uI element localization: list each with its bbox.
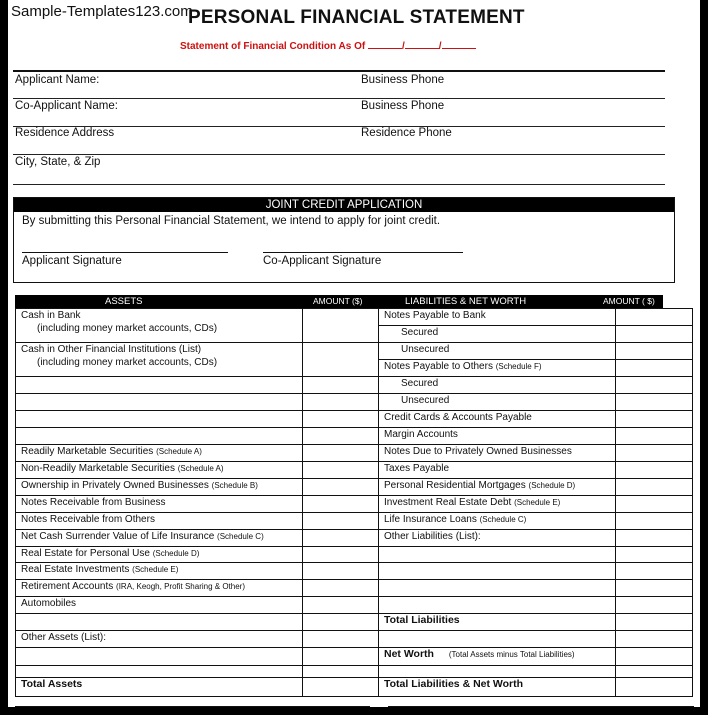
liability-label: Other Liabilities (List): — [384, 531, 481, 542]
liability-row — [379, 631, 693, 648]
asset-label-cell — [16, 580, 303, 597]
asset-label: Non-Readily Marketable Securities — [21, 463, 175, 474]
asset-amount-field[interactable] — [303, 479, 379, 496]
liability-label-cell — [379, 513, 616, 530]
asset-amount-field[interactable] — [303, 377, 379, 394]
liability-row — [379, 309, 693, 326]
statement-date-line — [180, 39, 476, 52]
liability-label-cell — [379, 648, 616, 666]
page-title: PERSONAL FINANCIAL STATEMENT — [188, 7, 525, 28]
liability-row — [379, 360, 693, 377]
asset-label-cell — [16, 309, 303, 343]
asset-row — [16, 445, 379, 462]
asset-row — [16, 377, 379, 394]
liability-label: Notes Due to Privately Owned Businesses — [384, 446, 572, 457]
liability-amount-field[interactable] — [616, 462, 693, 479]
liability-amount-field[interactable] — [616, 428, 693, 445]
asset-schedule-note: (Schedule A) — [156, 447, 202, 456]
asset-label: Automobiles — [21, 598, 77, 609]
asset-row — [16, 428, 379, 445]
liability-label: Secured — [401, 327, 439, 338]
statement-date-label: Statement of Financial Condition As Of — [180, 41, 366, 52]
asset-label-cell — [16, 563, 303, 580]
liability-amount-field[interactable] — [616, 678, 693, 697]
asset-schedule-note: (Schedule E) — [132, 565, 179, 574]
asset-label: Cash in Bank — [21, 310, 81, 321]
joint-credit-heading: JOINT CREDIT APPLICATION — [14, 198, 674, 212]
asset-amount-field[interactable] — [303, 597, 379, 614]
liability-label-cell — [379, 445, 616, 462]
residence-address-row[interactable] — [13, 126, 665, 154]
liability-row — [379, 580, 693, 597]
liability-row — [379, 462, 693, 479]
liability-row — [379, 678, 693, 697]
coapplicant-name-row[interactable] — [13, 98, 665, 126]
liability-schedule-note: (Total Assets minus Total Liabilities) — [448, 650, 575, 659]
liability-amount-field[interactable] — [616, 666, 693, 678]
asset-label-cell — [16, 547, 303, 563]
liability-amount-field[interactable] — [616, 614, 693, 631]
liability-label: Net Worth — [384, 648, 434, 660]
asset-sublabel: (including money market accounts, CDs) — [37, 323, 218, 334]
asset-row — [16, 343, 379, 377]
asset-label: Real Estate Investments — [21, 564, 130, 575]
asset-row — [16, 631, 379, 648]
liability-row — [379, 597, 693, 614]
liability-label: Credit Cards & Accounts Payable — [384, 412, 532, 423]
asset-amount-field[interactable] — [303, 666, 379, 678]
asset-label-cell — [16, 631, 303, 648]
coapplicant-signature-field[interactable] — [263, 252, 463, 253]
assets-header: ASSETS — [105, 296, 143, 307]
liability-row — [379, 326, 693, 343]
liability-label-cell — [379, 360, 616, 377]
city-state-zip-label: City, State, & Zip — [15, 156, 101, 168]
asset-label: Total Assets — [21, 678, 83, 690]
asset-amount-field[interactable] — [303, 678, 379, 697]
liability-label: Total Liabilities & Net Worth — [384, 678, 524, 690]
liability-label-cell — [379, 614, 616, 631]
liability-label-cell — [379, 597, 616, 614]
date-separator: / — [438, 41, 442, 52]
liability-amount-field[interactable] — [616, 479, 693, 496]
liability-amount-field[interactable] — [616, 343, 693, 360]
asset-amount-field[interactable] — [303, 462, 379, 479]
balance-sheet-header — [15, 295, 663, 308]
coapplicant-signature-label: Co-Applicant Signature — [263, 255, 382, 267]
liability-label-cell — [379, 428, 616, 445]
liability-row — [379, 377, 693, 394]
liability-row — [379, 394, 693, 411]
asset-amount-field[interactable] — [303, 530, 379, 547]
liability-label-cell — [379, 411, 616, 428]
asset-label: Notes Receivable from Business — [21, 497, 166, 508]
asset-label-cell — [16, 411, 303, 428]
liability-label: Unsecured — [401, 344, 450, 355]
liability-schedule-note: (Schedule F) — [495, 362, 542, 371]
asset-amount-field[interactable] — [303, 580, 379, 597]
asset-schedule-note: (Schedule D) — [152, 549, 200, 558]
liability-label: Taxes Payable — [384, 463, 450, 474]
footer-line — [15, 706, 370, 707]
liability-row — [379, 411, 693, 428]
liability-label: Margin Accounts — [384, 429, 458, 440]
liability-row — [379, 666, 693, 678]
liability-label-cell — [379, 377, 616, 394]
asset-amount-field[interactable] — [303, 547, 379, 563]
asset-amount-field[interactable] — [303, 648, 379, 666]
date-day-field[interactable] — [405, 39, 439, 49]
asset-label: Retirement Accounts — [21, 581, 114, 592]
liability-label-cell — [379, 580, 616, 597]
asset-label-cell — [16, 648, 303, 666]
liability-label-cell — [379, 394, 616, 411]
asset-row — [16, 648, 379, 666]
liability-label-cell — [379, 563, 616, 580]
liability-label-cell — [379, 530, 616, 547]
liability-amount-field[interactable] — [616, 377, 693, 394]
liability-schedule-note: (Schedule D) — [528, 481, 576, 490]
asset-label-cell — [16, 513, 303, 530]
liability-label-cell — [379, 479, 616, 496]
joint-credit-statement: By submitting this Personal Financial Statement, we intend to apply for joint credit. — [22, 215, 441, 227]
liability-row — [379, 513, 693, 530]
liability-label: Secured — [401, 378, 439, 389]
asset-label-cell — [16, 445, 303, 462]
asset-schedule-note: (IRA, Keogh, Profit Sharing & Other) — [116, 582, 245, 591]
liability-row — [379, 614, 693, 631]
liabilities-header: LIABILITIES & NET WORTH — [405, 296, 527, 307]
asset-label-cell — [16, 343, 303, 377]
applicant-name-row[interactable] — [13, 70, 665, 99]
liability-label: Notes Payable to Others — [384, 361, 493, 372]
coapplicant-business-phone-label: Business Phone — [361, 100, 445, 112]
asset-label: Ownership in Privately Owned Businesses — [21, 480, 209, 491]
date-separator: / — [401, 41, 405, 52]
asset-amount-field[interactable] — [303, 394, 379, 411]
liability-label-cell — [379, 631, 616, 648]
asset-sublabel: (including money market accounts, CDs) — [37, 357, 218, 368]
assets-amount-header: AMOUNT ($) — [313, 296, 363, 306]
asset-label-cell — [16, 597, 303, 614]
asset-label: Net Cash Surrender Value of Life Insurance — [21, 531, 215, 542]
liability-row — [379, 563, 693, 580]
liability-row — [379, 547, 693, 563]
business-phone-label: Business Phone — [361, 74, 445, 86]
asset-row — [16, 513, 379, 530]
joint-credit-section — [13, 197, 675, 283]
assets-table — [15, 308, 379, 697]
asset-label-cell — [16, 394, 303, 411]
asset-amount-field[interactable] — [303, 445, 379, 462]
liability-label: Unsecured — [401, 395, 450, 406]
liability-amount-field[interactable] — [616, 411, 693, 428]
asset-schedule-note: (Schedule C) — [217, 532, 264, 541]
liability-amount-field[interactable] — [616, 597, 693, 614]
asset-amount-field[interactable] — [303, 496, 379, 513]
liability-schedule-note: (Schedule E) — [514, 498, 561, 507]
residence-phone-label: Residence Phone — [361, 127, 452, 139]
liability-schedule-note: (Schedule C) — [479, 515, 527, 524]
liability-label-cell — [379, 462, 616, 479]
asset-row — [16, 411, 379, 428]
asset-label: Cash in Other Financial Institutions (List) — [21, 344, 202, 355]
liability-amount-field[interactable] — [616, 530, 693, 547]
asset-amount-field[interactable] — [303, 631, 379, 648]
liability-amount-field[interactable] — [616, 631, 693, 648]
asset-amount-field[interactable] — [303, 563, 379, 580]
asset-amount-field[interactable] — [303, 428, 379, 445]
liability-amount-field[interactable] — [616, 309, 693, 326]
asset-row — [16, 678, 379, 697]
liability-row — [379, 479, 693, 496]
asset-label-cell — [16, 428, 303, 445]
liability-row — [379, 496, 693, 513]
coapplicant-name-label: Co-Applicant Name: — [15, 100, 118, 112]
asset-row — [16, 496, 379, 513]
liability-row — [379, 428, 693, 445]
asset-label-cell — [16, 377, 303, 394]
liability-label: Personal Residential Mortgages — [384, 480, 526, 491]
liabilities-table — [378, 308, 693, 697]
liability-label-cell — [379, 678, 616, 697]
liability-amount-field[interactable] — [616, 360, 693, 377]
divider — [13, 184, 665, 185]
asset-row — [16, 597, 379, 614]
asset-amount-field[interactable] — [303, 343, 379, 377]
liability-label: Total Liabilities — [384, 614, 460, 626]
asset-label: Notes Receivable from Others — [21, 514, 155, 525]
liability-label: Notes Payable to Bank — [384, 310, 486, 321]
liability-amount-field[interactable] — [616, 394, 693, 411]
liabilities-amount-header: AMOUNT ( $) — [603, 296, 655, 306]
liability-row — [379, 530, 693, 547]
asset-row — [16, 309, 379, 343]
asset-row — [16, 563, 379, 580]
liability-amount-field[interactable] — [616, 326, 693, 343]
residence-address-label: Residence Address — [15, 127, 115, 139]
asset-amount-field[interactable] — [303, 411, 379, 428]
liability-amount-field[interactable] — [616, 445, 693, 462]
liability-amount-field[interactable] — [616, 563, 693, 580]
asset-row — [16, 666, 379, 678]
liability-label-cell — [379, 343, 616, 360]
liability-amount-field[interactable] — [616, 496, 693, 513]
asset-label-cell — [16, 496, 303, 513]
asset-amount-field[interactable] — [303, 614, 379, 631]
date-year-field[interactable] — [442, 39, 476, 49]
applicant-signature-label: Applicant Signature — [22, 255, 122, 267]
financial-statement-page — [8, 0, 700, 707]
liability-label-cell — [379, 496, 616, 513]
liability-label: Life Insurance Loans — [384, 514, 477, 525]
city-state-zip-row[interactable] — [13, 154, 665, 185]
asset-label-cell — [16, 678, 303, 697]
liability-amount-field[interactable] — [616, 513, 693, 530]
asset-label-cell — [16, 614, 303, 631]
asset-amount-field[interactable] — [303, 309, 379, 343]
liability-row — [379, 343, 693, 360]
asset-row — [16, 479, 379, 496]
asset-row — [16, 530, 379, 547]
site-watermark: Sample-Templates123.com — [11, 3, 193, 20]
liability-amount-field[interactable] — [616, 580, 693, 597]
asset-label-cell — [16, 479, 303, 496]
liability-label-cell — [379, 547, 616, 563]
footer-line — [388, 706, 694, 707]
asset-row — [16, 547, 379, 563]
asset-label: Readily Marketable Securities — [21, 446, 154, 457]
liability-amount-field[interactable] — [616, 547, 693, 563]
asset-schedule-note: (Schedule B) — [211, 481, 258, 490]
asset-label-cell — [16, 666, 303, 678]
asset-row — [16, 614, 379, 631]
liability-label-cell — [379, 666, 616, 678]
asset-label-cell — [16, 462, 303, 479]
asset-amount-field[interactable] — [303, 513, 379, 530]
date-month-field[interactable] — [368, 39, 402, 49]
applicant-name-label: Applicant Name: — [15, 74, 100, 86]
asset-schedule-note: (Schedule A) — [177, 464, 224, 473]
asset-label-cell — [16, 530, 303, 547]
asset-label: Other Assets (List): — [21, 632, 107, 643]
liability-row — [379, 445, 693, 462]
asset-row — [16, 580, 379, 597]
applicant-signature-field[interactable] — [22, 252, 228, 253]
asset-row — [16, 394, 379, 411]
liability-label-cell — [379, 309, 616, 326]
asset-row — [16, 462, 379, 479]
liability-label: Investment Real Estate Debt — [384, 497, 512, 508]
liability-row — [379, 648, 693, 666]
liability-label-cell — [379, 326, 616, 343]
liability-amount-field[interactable] — [616, 648, 693, 666]
asset-label: Real Estate for Personal Use — [21, 548, 150, 559]
